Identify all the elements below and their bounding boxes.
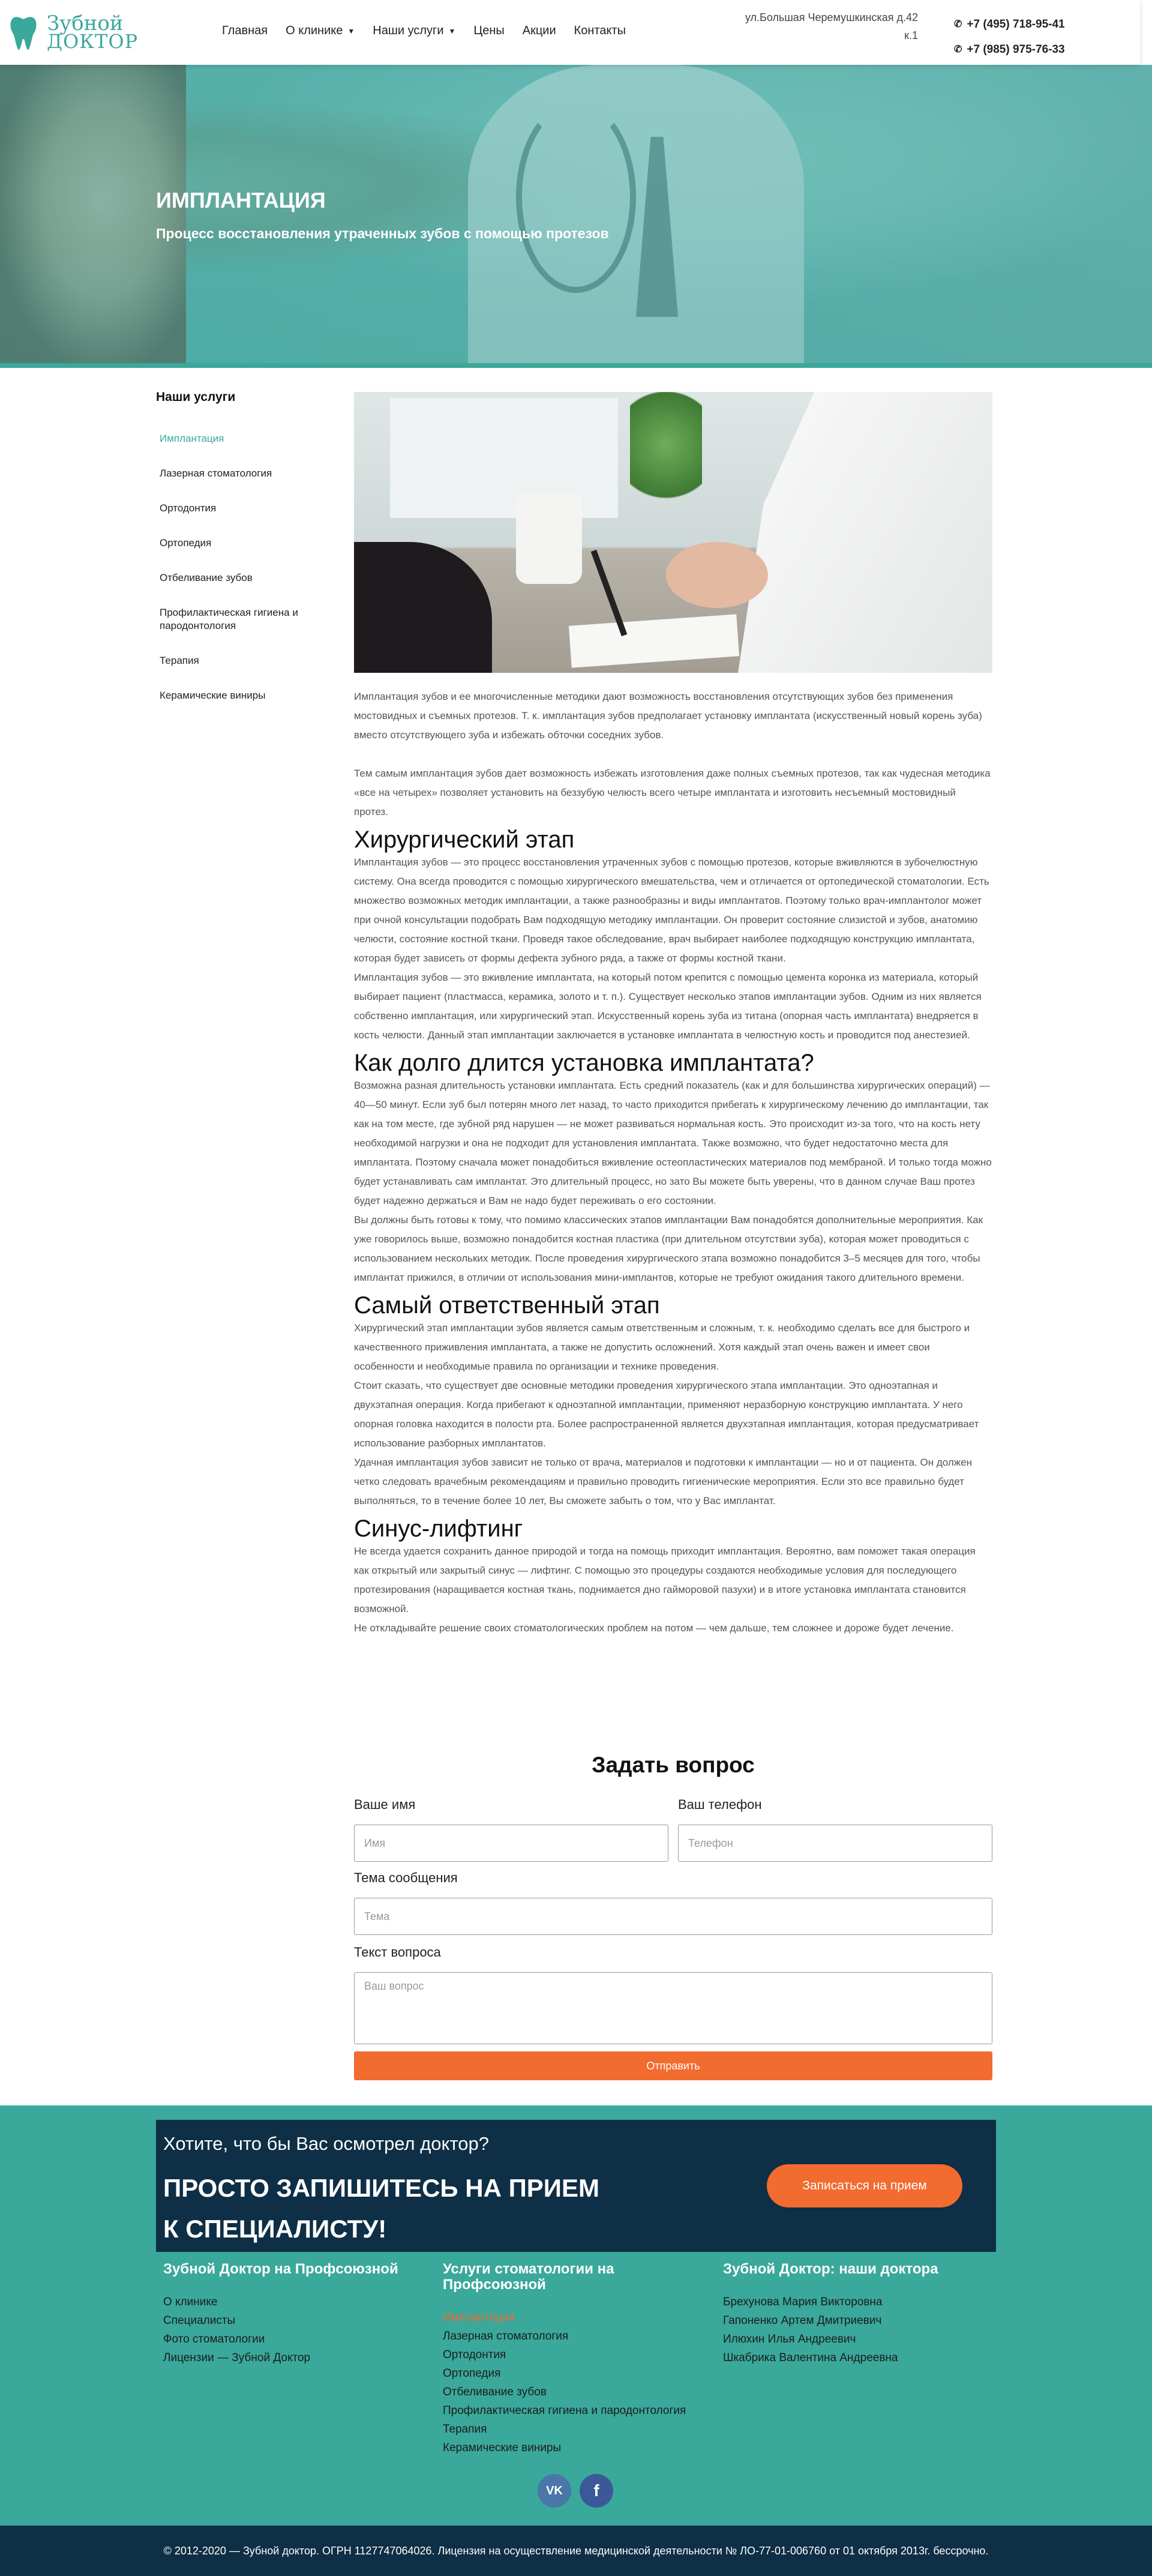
mug-shape	[516, 494, 582, 584]
page-title: ИМПЛАНТАЦИЯ	[156, 188, 326, 212]
footer-col-clinic	[163, 2262, 415, 2367]
phone-link-1[interactable]	[954, 12, 1065, 37]
nav-contacts-label: Контакты	[574, 24, 626, 37]
footer-link[interactable]: Профилактическая гигиена и пародонтология	[443, 2404, 686, 2417]
footer-link[interactable]: Специалисты	[163, 2314, 236, 2327]
sinus-paragraph-2: Не откладывайте решение своих стоматологических проблем на потом — чем дальше, тем сложнее и дороже будет лечение.	[354, 1622, 954, 1634]
address-line1: ул.Большая Черемушкинская д.42	[745, 11, 918, 23]
submit-button[interactable]: Отправить	[354, 2051, 992, 2080]
footer-link[interactable]: Илюхин Илья Андреевич	[723, 2333, 856, 2346]
heading-surgical-stage: Хирургический этап	[354, 826, 575, 853]
footer-col-services	[443, 2262, 707, 2457]
surgical-paragraph-2: Имплантация зубов — это вживление имплантата, на который потом крепится с помощью цемента коронка из материала, который выбирает пациент (пластмасса, керамика, золото и т. п.). Существует несколько этапов имплантации зубов. Одним из них является собственно имплантация, или хирургический этап. Искусственный корень зуба из титана (опорная часть имплантата) внедряется в кость челюсти. Данный этап имплантации заключается в установке имплантата в челюстную кость и проводится под анестезией.	[354, 972, 982, 1041]
phone-placeholder: Телефон	[688, 1837, 733, 1849]
surgical-paragraph-1: Имплантация зубов — это процесс восстановления утраченных зубов с помощью протезов, которые вживляются в зубочелюстную систему. Она всегда проводится с помощью хирургического вмешательства, чем и отличается от ортопедической стоматологии. Есть множество возможных методик имплантации, а также разнообразны и виды имплантатов. Поэтому только врач-имплантолог может при очной консультации подобрать Вам подходящую методику имплантации. Он проверит состояние слизистой и зубов, анатомию челюсти, состояние костной ткани. Проведя такое обследование, врач выбирает наиболее подходящую конструкцию имплантата, которая будет зависеть от формы дефекта зубного ряда, а также от формы костной ткани.	[354, 856, 989, 964]
name-placeholder: Имя	[364, 1837, 386, 1849]
logo-line1: Зубной	[47, 11, 124, 35]
phone-icon: ✆	[954, 44, 962, 55]
footer-col-doctors	[723, 2262, 993, 2367]
phone-link-2[interactable]	[954, 37, 1065, 62]
sidebar-item-orthodontics[interactable]: Ортодонтия	[160, 502, 217, 514]
page-subtitle: Процесс восстановления утраченных зубов с помощью протезов	[156, 226, 609, 241]
nav-about[interactable]	[286, 24, 355, 38]
chevron-down-icon: ▼	[448, 26, 456, 35]
footer-link[interactable]: Брехунова Мария Викторовна	[723, 2296, 883, 2308]
footer-link[interactable]: Лицензии — Зубной Доктор	[163, 2352, 311, 2364]
patient-sleeve-shape	[354, 542, 492, 673]
nav-prices-label: Цены	[473, 24, 505, 37]
subject-input[interactable]	[354, 1898, 992, 1935]
logo[interactable]	[8, 11, 139, 53]
phones	[954, 12, 1065, 62]
vk-glyph: VK	[546, 2484, 563, 2497]
name-label: Ваше имя	[354, 1797, 416, 1812]
footer-link[interactable]: Ортодонтия	[443, 2349, 506, 2361]
heading-sinus-lift: Синус-лифтинг	[354, 1515, 523, 1542]
cta-headline: ПРОСТО ЗАПИШИТЕСЬ НА ПРИЕМ К СПЕЦИАЛИСТУ!	[163, 2174, 599, 2243]
question-placeholder: Ваш вопрос	[364, 1980, 424, 1992]
phone1: +7 (495) 718-95-41	[967, 18, 1065, 31]
name-input[interactable]	[354, 1825, 668, 1862]
footer-col-services-title: Услуги стоматологии на Профсоюзной	[443, 2261, 614, 2293]
copyright-bar	[0, 2526, 1152, 2576]
hero-bottom-bar	[0, 363, 1152, 368]
nav-prices[interactable]	[473, 24, 504, 38]
copyright-text: © 2012-2020 — Зубной доктор. ОГРН 1127747064026. Лицензия на осуществление медицинской деятельности № ЛО-77-01-006760 от 01 октября 2013г. бессрочно.	[163, 2544, 989, 2557]
vk-icon[interactable]	[538, 2474, 571, 2508]
phone-icon: ✆	[954, 19, 962, 29]
appointment-cta	[156, 2120, 996, 2252]
sidebar-item-veneers[interactable]: Керамические виниры	[160, 690, 266, 701]
plant-shape	[630, 392, 702, 524]
facebook-glyph: f	[593, 2481, 599, 2500]
address-line2: к.1	[904, 29, 918, 41]
heading-duration: Как долго длится установка имплантата?	[354, 1050, 814, 1076]
nav-services[interactable]	[373, 24, 455, 38]
sidebar-item-orthopedics[interactable]: Ортопедия	[160, 537, 212, 549]
sidebar-item-therapy[interactable]: Терапия	[160, 655, 199, 666]
logo-line2: ДОКТОР	[47, 30, 139, 53]
footer-link-active[interactable]: Имплантация	[443, 2311, 515, 2324]
facebook-icon[interactable]	[580, 2474, 613, 2508]
hero-overlay	[0, 65, 1152, 368]
paper-shape	[569, 614, 739, 667]
duration-paragraph-2: Вы должны быть готовы к тому, что помимо классических этапов имплантации Вам понадобятся дополнительные мероприятия. Как уже говорилось выше, возможно понадобится костная пластика (при длительном отсутствии зуба), которая может проводиться с использованием нескольких методик. После проведения хирургического этапа возможно понадобится 3–5 месяцев для того, чтобы имплантат прижился, в отличии от использования мини-имплантов, которые не требуют ожидания такого длительного времени.	[354, 1214, 983, 1283]
article	[354, 687, 992, 1638]
footer-link[interactable]: Шкабрика Валентина Андреевна	[723, 2352, 898, 2364]
window-shape	[390, 398, 618, 518]
footer-col-clinic-title: Зубной Доктор на Профсоюзной	[163, 2261, 398, 2277]
nav-promotions-label: Акции	[522, 24, 556, 37]
footer-col-doctors-title: Зубной Доктор: наши доктора	[723, 2261, 938, 2277]
footer-link[interactable]: Терапия	[443, 2423, 487, 2436]
nav-home[interactable]	[222, 24, 268, 38]
services-sidebar	[156, 390, 330, 702]
book-appointment-button[interactable]: Записаться на прием	[767, 2164, 962, 2207]
sidebar-item-laser[interactable]: Лазерная стоматология	[160, 468, 272, 479]
footer-link[interactable]: Лазерная стоматология	[443, 2330, 569, 2343]
critical-paragraph-1: Хирургический этап имплантации зубов является самым ответственным и сложным, т. к. необходимо сделать все для быстрого и качественного приживления имплантата, а также не допустить осложнений. Хотя каждый этап очень важен и имеет свои особенности и необходимые правила по организации и технике проведения.	[354, 1322, 970, 1372]
clinic-address	[690, 8, 918, 44]
subject-label: Тема сообщения	[354, 1870, 458, 1885]
intro-paragraph-2: Тем самым имплантация зубов дает возможность избежать изготовления даже полных съемных протезов, так как чудесная методика «все на четырех» позволяет установить на беззубую челюсть всего четыре имплантата и изготовить несъемный мостовидный протез.	[354, 768, 991, 817]
site-header	[0, 0, 1140, 65]
nav-home-label: Главная	[222, 24, 268, 37]
cta-question: Хотите, что бы Вас осмотрел доктор?	[163, 2133, 490, 2154]
nav-about-label: О клинике	[286, 24, 343, 37]
sinus-paragraph-1: Не всегда удается сохранить данное природой и тогда на помощь приходит имплантация. Вероятно, вам поможет такая операция как открытый или закрытый синус — лифтинг. С помощью это процедуры создаются необходимые условия для последующего протезирования (наращивается костная ткань, поднимается дно гайморовой пазухи) и в итоге установка имплантата становится возможной.	[354, 1545, 976, 1615]
tooth-icon	[8, 14, 38, 52]
footer-link[interactable]: О клинике	[163, 2296, 218, 2308]
nav-promotions[interactable]	[523, 24, 556, 38]
sidebar-item-whitening[interactable]: Отбеливание зубов	[160, 572, 253, 583]
footer-link[interactable]: Керамические виниры	[443, 2442, 562, 2454]
footer-link[interactable]: Гапоненко Артем Дмитриевич	[723, 2314, 882, 2327]
subject-placeholder: Тема	[364, 1910, 390, 1922]
heading-critical-stage: Самый ответственный этап	[354, 1292, 660, 1319]
nav-contacts[interactable]	[574, 24, 626, 38]
intro-paragraph-1: Имплантация зубов и ее многочисленные методики дают возможность восстановления отсутствующих зубов без применения мостовидных и съемных протезов. Т. к. имплантация зубов предполагает установку имплантата (искусственный новый корень зуба) вместо отсутствующего зуба и избежать обточки соседних зубов.	[354, 691, 982, 741]
critical-paragraph-3: Удачная имплантация зубов зависит не только от врача, материалов и подготовки к имплантации — но и от пациента. Он должен четко следовать врачебным рекомендациям и правильно проводить гигиенические мероприятия. Если это все правильно будет выполняться, то в течение более 10 лет, Вы сможете забыть о том, что у Вас имплантат.	[354, 1457, 972, 1506]
phone-label: Ваш телефон	[678, 1797, 762, 1812]
sidebar-item-hygiene[interactable]: Профилактическая гигиена и пародонтология	[160, 607, 298, 631]
doctor-coat-shape	[738, 392, 992, 673]
hero-banner	[0, 65, 1152, 368]
nav-services-label: Наши услуги	[373, 24, 444, 37]
footer-link[interactable]: Ортопедия	[443, 2367, 501, 2380]
footer-link[interactable]: Фото стоматологии	[163, 2333, 265, 2346]
footer-link[interactable]: Отбеливание зубов	[443, 2386, 547, 2398]
sidebar-title: Наши услуги	[156, 390, 236, 404]
phone2: +7 (985) 975-76-33	[967, 43, 1065, 56]
critical-paragraph-2: Стоит сказать, что существует две основные методики проведения хирургического этапа имплантации. Это одноэтапная и двухэтапная операция. Когда прибегают к одноэтапной имплантации, применяют неразборную конструкцию имплантата. У него опорная головка находится в полости рта. Более распространенной является двухэтапная имплантация, которая предусматривает использование разборных имплантатов.	[354, 1380, 979, 1449]
question-textarea[interactable]	[354, 1972, 992, 2044]
question-label: Текст вопроса	[354, 1945, 441, 1960]
consultation-photo	[354, 392, 992, 673]
duration-paragraph-1: Возможна разная длительность установки имплантата. Есть средний показатель (как и для большинства хирургических операций) — 40—50 минут. Если зуб был потерян много лет назад, то часто приходится прибегать к хирургическому лечению до имплантации, так как на том месте, где зубной ряд нарушен — не может развиваться нормальная кость. Это происходит из-за того, что на кость нету необходимой нагрузки и она не подходит для установления имплантата. Также возможно, что будет недостаточно места для имплантата. Поэтому сначала может понадобиться вживление остеопластических материалов под мембраной. И только тогда можно будет устанавливать сам имплантат. Это длительный процесс, но зато Вы можете быть уверены, что в данном случае Ваш протез будет надежно держаться и Вам не надо будет переживать о его состоянии.	[354, 1080, 992, 1206]
form-title: Задать вопрос	[592, 1753, 755, 1777]
main-nav	[222, 24, 644, 38]
phone-input[interactable]	[678, 1825, 992, 1862]
chevron-down-icon: ▼	[347, 26, 355, 35]
hand-shape	[666, 542, 768, 608]
sidebar-item-implantation[interactable]: Имплантация	[160, 433, 224, 444]
